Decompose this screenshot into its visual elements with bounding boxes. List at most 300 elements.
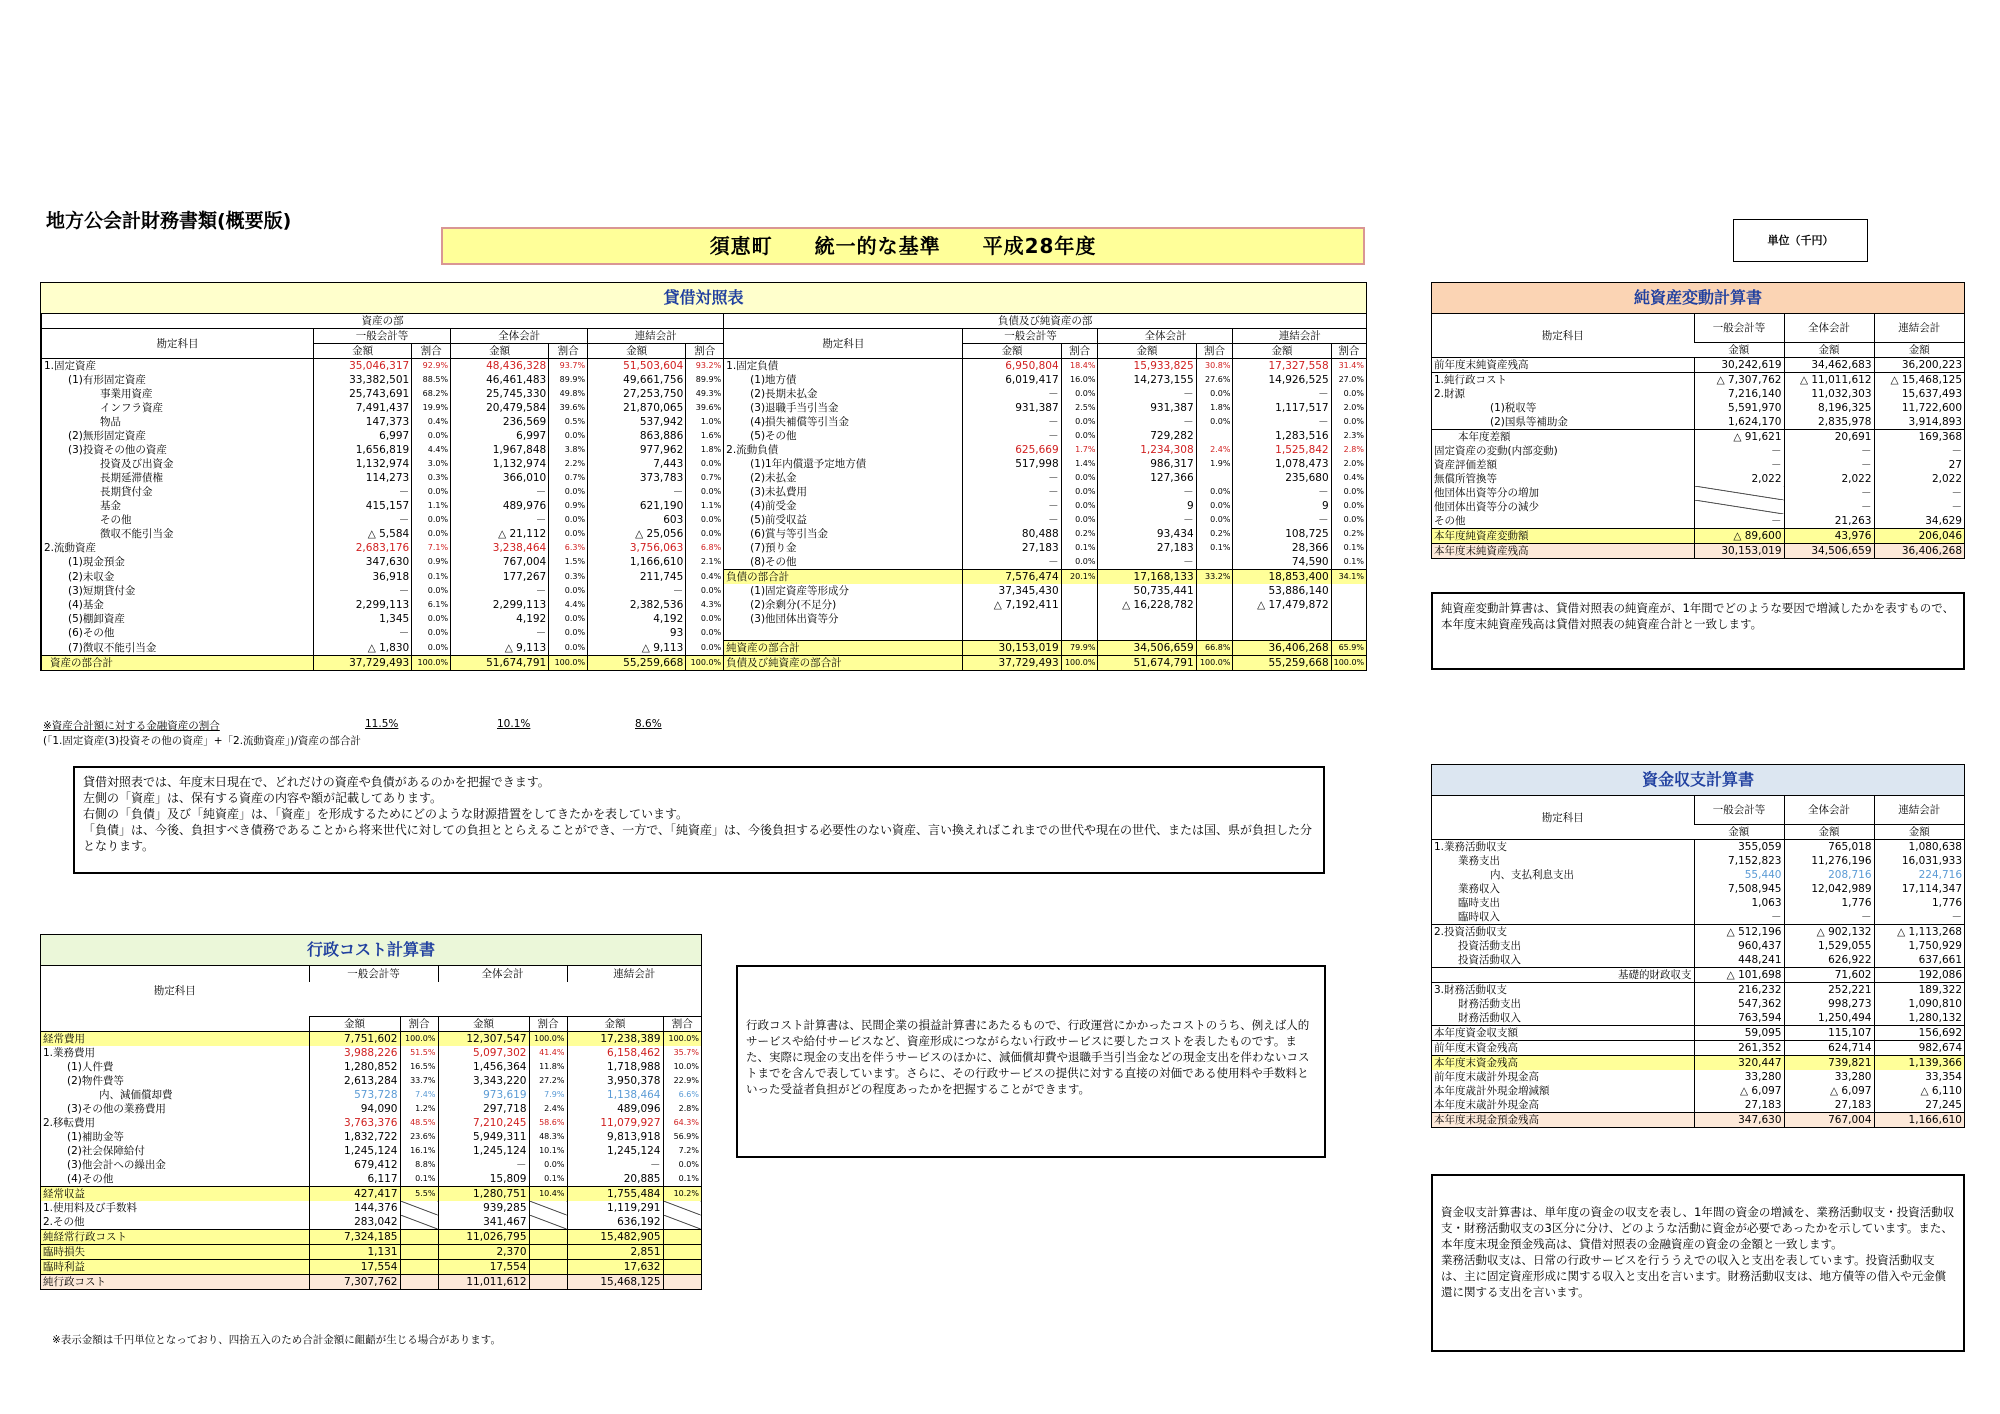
- asset-ratio: 1.6%: [686, 429, 724, 443]
- liability-label: (2)余剰分(不足分): [724, 598, 963, 612]
- liability-ratio: 0.0%: [1061, 387, 1098, 401]
- row-label: 前年度末純資産残高: [1434, 359, 1529, 371]
- cf-row: [1432, 1011, 1964, 1026]
- asset-ratio: 0.0%: [549, 641, 588, 656]
- cost-ratio: 10.0%: [663, 1060, 701, 1074]
- pl-row: [41, 1201, 701, 1215]
- row-amount: 34,462,683: [1784, 358, 1874, 373]
- liability-amount: 9: [1098, 499, 1196, 513]
- asset-ratio: 1.5%: [549, 555, 588, 570]
- liability-amount: 18,853,400: [1233, 570, 1331, 585]
- asset-label: (1)有形固定資産: [42, 373, 314, 387]
- row-label: (1)税収等: [1490, 402, 1537, 414]
- cost-amount: 144,376: [309, 1201, 400, 1215]
- cost-amount: 341,467: [438, 1215, 529, 1230]
- asset-amount: 20,479,584: [451, 401, 549, 415]
- row-amount: 27,183: [1694, 1098, 1784, 1113]
- row-amount: 765,018: [1784, 840, 1874, 855]
- asset-ratio: 2.2%: [549, 457, 588, 471]
- row-amount: 1,529,055: [1784, 939, 1874, 953]
- row-amount: －: [1874, 910, 1964, 925]
- liability-label: 2.流動負債: [724, 443, 963, 457]
- cost-amount: 12,307,547: [438, 1031, 529, 1046]
- row-amount: 224,716: [1874, 868, 1964, 882]
- liability-amount: －: [963, 429, 1061, 443]
- liability-amount: 986,317: [1098, 457, 1196, 471]
- asset-label: 長期延滞債権: [42, 471, 314, 485]
- asset-ratio: 68.2%: [412, 387, 451, 401]
- liability-ratio: 33.2%: [1196, 570, 1233, 585]
- cost-amount: 3,988,226: [309, 1046, 400, 1060]
- row-amount: 1,624,170: [1694, 415, 1784, 430]
- liability-ratio: 0.0%: [1196, 513, 1233, 527]
- row-amount: 448,241: [1694, 953, 1784, 968]
- asset-amount: 236,569: [451, 415, 549, 429]
- bs-row: [42, 541, 1367, 555]
- liability-ratio: 0.0%: [1331, 387, 1366, 401]
- cost-amount: 2,370: [438, 1244, 529, 1259]
- row-amount: △ 11,011,612: [1784, 373, 1874, 388]
- asset-ratio: 2.1%: [686, 555, 724, 570]
- asset-amount: 415,157: [314, 499, 412, 513]
- asset-ratio: 0.0%: [549, 429, 588, 443]
- net-assets-statement: [1431, 282, 1965, 559]
- row-label: 本年度資金収支額: [1432, 1026, 1694, 1041]
- asset-ratio: 0.0%: [549, 584, 588, 598]
- liability-label: (1)固定資産等形成分: [724, 584, 963, 598]
- cost-amount: 7,751,602: [309, 1031, 400, 1046]
- row-amount: 637,661: [1874, 953, 1964, 968]
- cost-ratio: [400, 1244, 438, 1259]
- cost-ratio: [663, 1274, 701, 1289]
- cost-amount: 1,280,751: [438, 1186, 529, 1201]
- asset-label: (2)未収金: [42, 570, 314, 585]
- liability-amount: 30,153,019: [963, 641, 1061, 656]
- row-amount: －: [1784, 910, 1874, 925]
- asset-ratio: 0.0%: [412, 429, 451, 443]
- row-amount: 208,716: [1784, 868, 1874, 882]
- liability-amount: 50,735,441: [1098, 584, 1196, 598]
- row-amount: 3,914,893: [1874, 415, 1964, 430]
- liability-amount: －: [1098, 485, 1196, 499]
- row-label: 2.財源: [1434, 388, 1466, 400]
- cash-flow-explanation: [1431, 1174, 1965, 1352]
- asset-ratio: 3.8%: [549, 443, 588, 457]
- row-amount: 261,352: [1694, 1041, 1784, 1056]
- cost-amount: 2,851: [567, 1244, 663, 1259]
- liability-ratio: 0.0%: [1196, 415, 1233, 429]
- account-header: 勘定科目: [1432, 314, 1694, 358]
- liability-label: (3)退職手当引当金: [724, 401, 963, 415]
- total-assets-value: 100.0%: [686, 656, 724, 671]
- nw-row: [1432, 529, 1964, 544]
- amount-header: 金額: [963, 344, 1061, 359]
- ratio-header: 割合: [1061, 344, 1098, 359]
- explain-line: 左側の「資産」は、保有する資産の内容や額が記載してあります。: [83, 791, 443, 805]
- asset-ratio: 0.9%: [412, 555, 451, 570]
- row-label: 臨時支出: [1458, 897, 1500, 909]
- asset-ratio: 39.6%: [686, 401, 724, 415]
- pl-row: [41, 1158, 701, 1172]
- liability-ratio: [1331, 598, 1366, 612]
- cost-ratio: 100.0%: [529, 1031, 567, 1046]
- row-label: 2.投資活動収支: [1432, 925, 1694, 940]
- asset-ratio: 89.9%: [549, 373, 588, 387]
- liability-amount: －: [963, 471, 1061, 485]
- cost-label: 2.移転費用: [43, 1116, 96, 1129]
- ratio-header: 割合: [400, 1016, 438, 1031]
- asset-ratio: 0.0%: [412, 513, 451, 527]
- explain-line: 「負債」は、今後、負担すべき債務であることから将来世代に対しての負担ととらえることができ、一方で、「純資産」は、今後負担する必要性のない資産、言い換えればこれまでの世代や現在の世代、または国、県が負担した分となります。: [83, 823, 1313, 853]
- liability-amount: 1,234,308: [1098, 443, 1196, 457]
- row-amount: △ 101,698: [1694, 968, 1784, 983]
- liability-ratio: 0.0%: [1331, 485, 1366, 499]
- liability-ratio: 34.1%: [1331, 570, 1366, 585]
- pl-row: [41, 1074, 701, 1088]
- row-amount: 43,976: [1784, 529, 1874, 544]
- account-header: 勘定科目: [1432, 796, 1694, 840]
- liability-label: (1)1年内償還予定地方債: [724, 457, 963, 471]
- row-amount: －: [1874, 444, 1964, 458]
- cost-amount: 6,117: [309, 1172, 400, 1187]
- row-amount: 11,276,196: [1784, 854, 1874, 868]
- ratio-header: 割合: [663, 1016, 701, 1031]
- pl-row: [41, 1116, 701, 1130]
- asset-ratio: 0.5%: [549, 415, 588, 429]
- cost-amount: 11,079,927: [567, 1116, 663, 1130]
- row-amount: 21,263: [1784, 514, 1874, 529]
- row-amount: 34,629: [1874, 514, 1964, 529]
- liability-ratio: 66.8%: [1196, 641, 1233, 656]
- bs-row: [42, 387, 1367, 401]
- pl-row: [41, 1046, 701, 1060]
- bs-row: [42, 513, 1367, 527]
- row-label: 投資活動支出: [1458, 940, 1521, 952]
- amount-header: 金額: [1233, 344, 1331, 359]
- nw-row: [1432, 458, 1964, 472]
- asset-amount: 2,683,176: [314, 541, 412, 555]
- pl-row: [41, 1229, 701, 1244]
- bs-row: [42, 443, 1367, 457]
- amount-header: 金額: [1784, 825, 1874, 840]
- ratio-label: ※資産合計額に対する金融資産の割合: [43, 720, 220, 732]
- ratio-all: 10.1%: [497, 718, 531, 730]
- liability-ratio: [1331, 612, 1366, 626]
- cost-ratio: [663, 1244, 701, 1259]
- pl-row: [41, 1172, 701, 1187]
- row-amount: 16,031,933: [1874, 854, 1964, 868]
- cf-row: [1432, 939, 1964, 953]
- row-label: 本年度末純資産残高: [1432, 544, 1694, 559]
- row-amount: △ 6,097: [1784, 1084, 1874, 1098]
- cost-ratio: 7.4%: [400, 1088, 438, 1102]
- liability-ratio: 79.9%: [1061, 641, 1098, 656]
- row-amount: 2,022: [1874, 472, 1964, 486]
- cf-row: [1432, 968, 1964, 983]
- spacer-cell: [41, 1016, 309, 1031]
- nw-row: [1432, 500, 1964, 514]
- asset-ratio: 0.0%: [686, 485, 724, 499]
- financial-asset-ratio: [43, 718, 743, 733]
- row-label: 前年度末歳計外現金高: [1434, 1071, 1539, 1083]
- cost-amount: 11,011,612: [438, 1274, 529, 1289]
- cost-label: 臨時損失: [41, 1244, 309, 1259]
- row-amount: △ 89,600: [1694, 529, 1784, 544]
- liability-amount: 9: [1233, 499, 1331, 513]
- liability-amount: －: [1098, 387, 1196, 401]
- liability-amount: 27,183: [963, 541, 1061, 555]
- balance-sheet: [40, 282, 1367, 671]
- liability-amount: 14,926,525: [1233, 373, 1331, 387]
- cf-row: [1432, 882, 1964, 896]
- asset-label: 1.固定資産: [42, 359, 314, 374]
- explain-line: 右側の「負債」及び「純資産」は、「資産」を形成するためにどのような財源措置をしてきたかを表しています。: [83, 807, 689, 821]
- cost-label: (3)他会計への繰出金: [67, 1158, 166, 1171]
- cost-amount: 489,096: [567, 1102, 663, 1116]
- asset-amount: 33,382,501: [314, 373, 412, 387]
- liability-ratio: 0.0%: [1061, 471, 1098, 485]
- ratio-header: 割合: [1331, 344, 1366, 359]
- row-amount: 2,022: [1784, 472, 1874, 486]
- asset-amount: 27,253,750: [588, 387, 686, 401]
- row-amount: [1694, 486, 1784, 500]
- liability-amount: 93,434: [1098, 527, 1196, 541]
- cost-amount: 15,468,125: [567, 1274, 663, 1289]
- cost-amount: 939,285: [438, 1201, 529, 1215]
- liability-amount: 15,933,825: [1098, 359, 1196, 374]
- row-amount: 30,242,619: [1694, 358, 1784, 373]
- row-label: 本年度差額: [1432, 430, 1694, 445]
- nw-row: [1432, 430, 1964, 445]
- row-amount: 115,107: [1784, 1026, 1874, 1041]
- row-amount: 1,776: [1874, 896, 1964, 910]
- amount-header: 金額: [567, 1016, 663, 1031]
- asset-ratio: 0.0%: [412, 485, 451, 499]
- row-amount: △ 6,110: [1874, 1084, 1964, 1098]
- liability-amount: △ 17,479,872: [1233, 598, 1331, 612]
- liability-ratio: 0.4%: [1331, 471, 1366, 485]
- asset-amount: 35,046,317: [314, 359, 412, 374]
- cf-row: [1432, 1113, 1964, 1128]
- asset-amount: －: [588, 584, 686, 598]
- liability-amount: 7,576,474: [963, 570, 1061, 585]
- pl-row: [41, 1130, 701, 1144]
- footnote: ※表示金額は千円単位となっており、四捨五入のため合計金額に齟齬が生じる場合があります。: [52, 1334, 501, 1346]
- liability-label: (7)預り金: [724, 541, 963, 555]
- total-liab-value: 55,259,668: [1233, 656, 1331, 671]
- amount-header: 金額: [1874, 343, 1964, 358]
- cost-amount: 17,554: [309, 1259, 400, 1274]
- consol-header: 連結会計: [567, 966, 701, 982]
- pl-row: [41, 1144, 701, 1158]
- row-amount: 1,776: [1784, 896, 1874, 910]
- liability-amount: 729,282: [1098, 429, 1196, 443]
- cost-ratio: 7.9%: [529, 1088, 567, 1102]
- cost-amount: 679,412: [309, 1158, 400, 1172]
- cost-amount: 1,245,124: [438, 1144, 529, 1158]
- asset-amount: 6,997: [314, 429, 412, 443]
- asset-label: (2)無形固定資産: [42, 429, 314, 443]
- all-header: 全体会計: [1784, 314, 1874, 343]
- net-assets-title: 純資産変動計算書: [1432, 283, 1964, 314]
- row-amount: 767,004: [1784, 1113, 1874, 1128]
- asset-label: 長期貸付金: [42, 485, 314, 499]
- asset-label: その他: [42, 513, 314, 527]
- liability-amount: 108,725: [1233, 527, 1331, 541]
- row-label: 業務支出: [1458, 855, 1500, 867]
- liability-amount: 27,183: [1098, 541, 1196, 555]
- liability-ratio: 0.0%: [1196, 387, 1233, 401]
- cost-amount: 17,238,389: [567, 1031, 663, 1046]
- liability-amount: 517,998: [963, 457, 1061, 471]
- cf-row: [1432, 953, 1964, 968]
- net-assets-table: [1432, 314, 1964, 558]
- row-amount: 192,086: [1874, 968, 1964, 983]
- cost-ratio: 64.3%: [663, 1116, 701, 1130]
- asset-label: 物品: [42, 415, 314, 429]
- asset-amount: 4,192: [451, 612, 549, 626]
- cost-amount: 3,950,378: [567, 1074, 663, 1088]
- row-amount: △ 15,468,125: [1874, 373, 1964, 388]
- liability-amount: [1233, 626, 1331, 641]
- cost-ratio: 100.0%: [400, 1031, 438, 1046]
- cost-amount: 94,090: [309, 1102, 400, 1116]
- asset-amount: 347,630: [314, 555, 412, 570]
- ratio-general: 11.5%: [365, 718, 399, 730]
- liability-label: 純資産の部合計: [724, 641, 963, 656]
- cost-amount: 3,763,376: [309, 1116, 400, 1130]
- asset-ratio: 88.5%: [412, 373, 451, 387]
- cost-ratio: 6.6%: [663, 1088, 701, 1102]
- cf-row: [1432, 1056, 1964, 1071]
- asset-ratio: 0.3%: [549, 570, 588, 585]
- row-amount: 1,080,638: [1874, 840, 1964, 855]
- consol-header: 連結会計: [588, 329, 724, 344]
- cost-ratio: [529, 1201, 567, 1215]
- asset-ratio: 4.4%: [549, 598, 588, 612]
- row-amount: 36,406,268: [1874, 544, 1964, 559]
- amount-header: 金額: [1694, 825, 1784, 840]
- total-liab-value: 100.0%: [1196, 656, 1233, 671]
- liability-label: (2)未払金: [724, 471, 963, 485]
- explain-line: 貸借対照表では、年度末日現在で、どれだけの資産や負債があるのかを把握できます。: [83, 775, 550, 789]
- row-amount: 169,368: [1874, 430, 1964, 445]
- row-amount: 20,691: [1784, 430, 1874, 445]
- asset-ratio: 0.0%: [412, 641, 451, 656]
- general-header: 一般会計等: [1694, 314, 1784, 343]
- explain-line: 資金収支計算書は、単年度の資金の収支を表し、1年間の資金の増減を、業務活動収支・投資活動収支・財務活動収支の3区分に分け、どのような活動に資金が必要であったかを示しています。また、本年度末現金預金残高は、貸借対照表の金融資産の資金の金額と一致します。: [1441, 1205, 1955, 1251]
- cost-ratio: 10.4%: [529, 1186, 567, 1201]
- liability-ratio: 0.1%: [1061, 541, 1098, 555]
- bs-row: [42, 598, 1367, 612]
- asset-ratio: 93.2%: [686, 359, 724, 374]
- cost-ratio: 27.2%: [529, 1074, 567, 1088]
- cost-ratio: 0.0%: [663, 1158, 701, 1172]
- net-assets-explanation: 純資産変動計算書は、貸借対照表の純資産が、1年間でどのような要因で増減したかを表すもので、本年度末純資産残高は貸借対照表の純資産合計と一致します。: [1431, 592, 1965, 670]
- cost-statement: [40, 934, 702, 1290]
- cost-amount: 6,158,462: [567, 1046, 663, 1060]
- asset-amount: 21,870,065: [588, 401, 686, 415]
- nw-row: [1432, 444, 1964, 458]
- liability-label: (3)他団体出資等分: [724, 612, 963, 626]
- asset-amount: 25,745,330: [451, 387, 549, 401]
- bs-row: [42, 429, 1367, 443]
- total-assets-label: 資産の部合計: [42, 656, 314, 671]
- row-label: 本年度歳計外現金増減額: [1434, 1085, 1550, 1097]
- nw-row: [1432, 514, 1964, 529]
- bs-row: [42, 373, 1367, 387]
- amount-header: 金額: [309, 1016, 400, 1031]
- cf-row: [1432, 925, 1964, 940]
- cost-ratio: [400, 1274, 438, 1289]
- all-header: 全体会計: [1098, 329, 1233, 344]
- asset-label: 事業用資産: [42, 387, 314, 401]
- asset-amount: 537,942: [588, 415, 686, 429]
- cash-flow-title: 資金収支計算書: [1432, 765, 1964, 796]
- liability-amount: [963, 612, 1061, 626]
- cost-ratio: 10.1%: [529, 1144, 567, 1158]
- bs-row: [42, 415, 1367, 429]
- cost-label: 純経常行政コスト: [41, 1229, 309, 1244]
- asset-ratio: 19.9%: [412, 401, 451, 415]
- general-header: 一般会計等: [963, 329, 1098, 344]
- cost-ratio: [663, 1259, 701, 1274]
- liability-ratio: 0.1%: [1331, 541, 1366, 555]
- bs-row: [42, 499, 1367, 513]
- row-amount: 12,042,989: [1784, 882, 1874, 896]
- bs-row: [42, 555, 1367, 570]
- asset-amount: 373,783: [588, 471, 686, 485]
- cf-row: [1432, 1070, 1964, 1084]
- asset-ratio: 1.0%: [686, 415, 724, 429]
- row-label: 資産評価差額: [1434, 459, 1497, 471]
- bs-section-row: [42, 314, 1367, 329]
- row-amount: 982,674: [1874, 1041, 1964, 1056]
- asset-ratio: 7.1%: [412, 541, 451, 555]
- row-amount: －: [1694, 514, 1784, 529]
- liability-label: [724, 626, 963, 641]
- row-amount: 156,692: [1874, 1026, 1964, 1041]
- cf-row: [1432, 896, 1964, 910]
- pl-row: [41, 1259, 701, 1274]
- asset-ratio: 0.0%: [686, 513, 724, 527]
- row-amount: 11,032,303: [1784, 387, 1874, 401]
- asset-label: (4)基金: [42, 598, 314, 612]
- liability-amount: 931,387: [963, 401, 1061, 415]
- row-amount: 1,166,610: [1874, 1113, 1964, 1128]
- cost-ratio: 23.6%: [400, 1130, 438, 1144]
- asset-amount: 1,345: [314, 612, 412, 626]
- row-amount: 2,835,978: [1784, 415, 1874, 430]
- cost-ratio: [400, 1201, 438, 1215]
- row-label: (2)国県等補助金: [1490, 416, 1568, 428]
- liability-ratio: 65.9%: [1331, 641, 1366, 656]
- asset-amount: 3,238,464: [451, 541, 549, 555]
- cost-ratio: [529, 1244, 567, 1259]
- general-header: 一般会計等: [314, 329, 451, 344]
- amount-header: 金額: [438, 1016, 529, 1031]
- cost-amount: 573,728: [309, 1088, 400, 1102]
- liability-ratio: 1.4%: [1061, 457, 1098, 471]
- asset-amount: 177,267: [451, 570, 549, 585]
- account-header: 勘定科目: [724, 329, 963, 359]
- row-amount: 36,200,223: [1874, 358, 1964, 373]
- asset-ratio: 0.3%: [412, 471, 451, 485]
- asset-amount: 46,461,483: [451, 373, 549, 387]
- row-amount: 960,437: [1694, 939, 1784, 953]
- liability-amount: 127,366: [1098, 471, 1196, 485]
- cost-amount: 1,755,484: [567, 1186, 663, 1201]
